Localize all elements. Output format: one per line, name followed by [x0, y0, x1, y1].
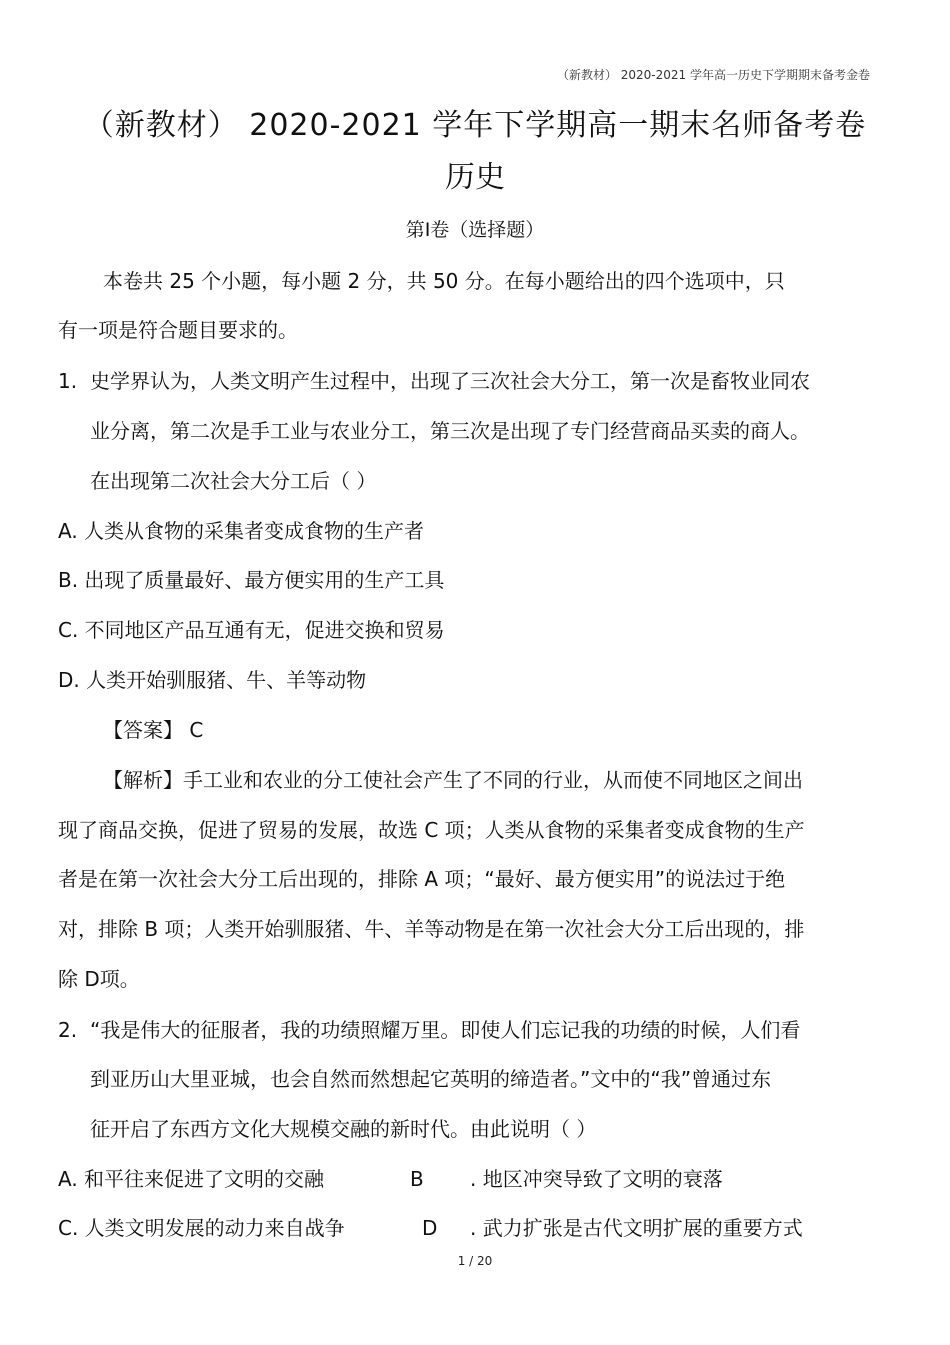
option-b-letter: B: [410, 1167, 424, 1191]
analysis-line: 者是在第一次社会大分工后出现的，排除 A 项；“最好、最方便实用”的说法过于绝: [58, 867, 786, 891]
answer-line: 【答案】 C: [103, 718, 204, 742]
question-number: 1.: [58, 369, 78, 393]
question-stem-line: 业分离，第二次是手工业与农业分工，第三次是出现了专门经营商品买卖的商人。: [90, 419, 810, 443]
instructions-line-1: 本卷共 25 个小题，每小题 2 分，共 50 分。在每小题给出的四个选项中，只: [103, 269, 785, 293]
option-d-text: . 武力扩张是古代文明扩展的重要方式: [470, 1216, 803, 1240]
analysis-line: 除 D项。: [58, 967, 140, 991]
question-stem-line: 到亚历山大里亚城，也会自然而然想起它英明的缔造者。”文中的“我”曾通过东: [90, 1067, 772, 1091]
option-c: C. 人类文明发展的动力来自战争: [58, 1216, 345, 1240]
page-number: 1 / 20: [457, 1254, 493, 1268]
option-b: B. 出现了质量最好、最方便实用的生产工具: [58, 568, 445, 592]
analysis-line: 对，排除 B 项；人类开始驯服猪、牛、羊等动物是在第一次社会大分工后出现的，排: [58, 917, 805, 941]
option-a: A. 人类从食物的采集者变成食物的生产者: [58, 519, 425, 543]
page-title: （新教材） 2020-2021 学年下学期高一期末名师备考卷: [83, 108, 867, 143]
instructions-line-2: 有一项是符合题目要求的。: [58, 318, 298, 342]
option-d-letter: D: [422, 1216, 438, 1240]
question-number: 2.: [58, 1018, 78, 1042]
running-header: （新教材） 2020-2021 学年高一历史下学期期末备考金卷: [556, 68, 870, 82]
option-a: A. 和平往来促进了文明的交融: [58, 1167, 325, 1191]
question-stem-line: 征开启了东西方文化大规模交融的新时代。由此说明（ ）: [90, 1117, 597, 1141]
section-heading: 第Ⅰ卷（选择题）: [405, 219, 545, 241]
question-stem-line: 史学界认为，人类文明产生过程中，出现了三次社会大分工，第一次是畜牧业同农: [90, 369, 810, 393]
question-stem-line: 在出现第二次社会大分工后（ ）: [90, 469, 377, 493]
option-c: C. 不同地区产品互通有无，促进交换和贸易: [58, 618, 445, 642]
option-b-text: . 地区冲突导致了文明的衰落: [470, 1167, 723, 1191]
analysis-line: 现了商品交换，促进了贸易的发展，故选 C 项；人类从食物的采集者变成食物的生产: [58, 818, 805, 842]
subject-title: 历史: [445, 160, 505, 195]
analysis-line: 【解析】手工业和农业的分工使社会产生了不同的行业，从而使不同地区之间出: [103, 768, 803, 792]
question-stem-line: “我是伟大的征服者，我的功绩照耀万里。即使人们忘记我的功绩的时候，人们看: [90, 1018, 801, 1042]
option-d: D. 人类开始驯服猪、牛、羊等动物: [58, 668, 367, 692]
